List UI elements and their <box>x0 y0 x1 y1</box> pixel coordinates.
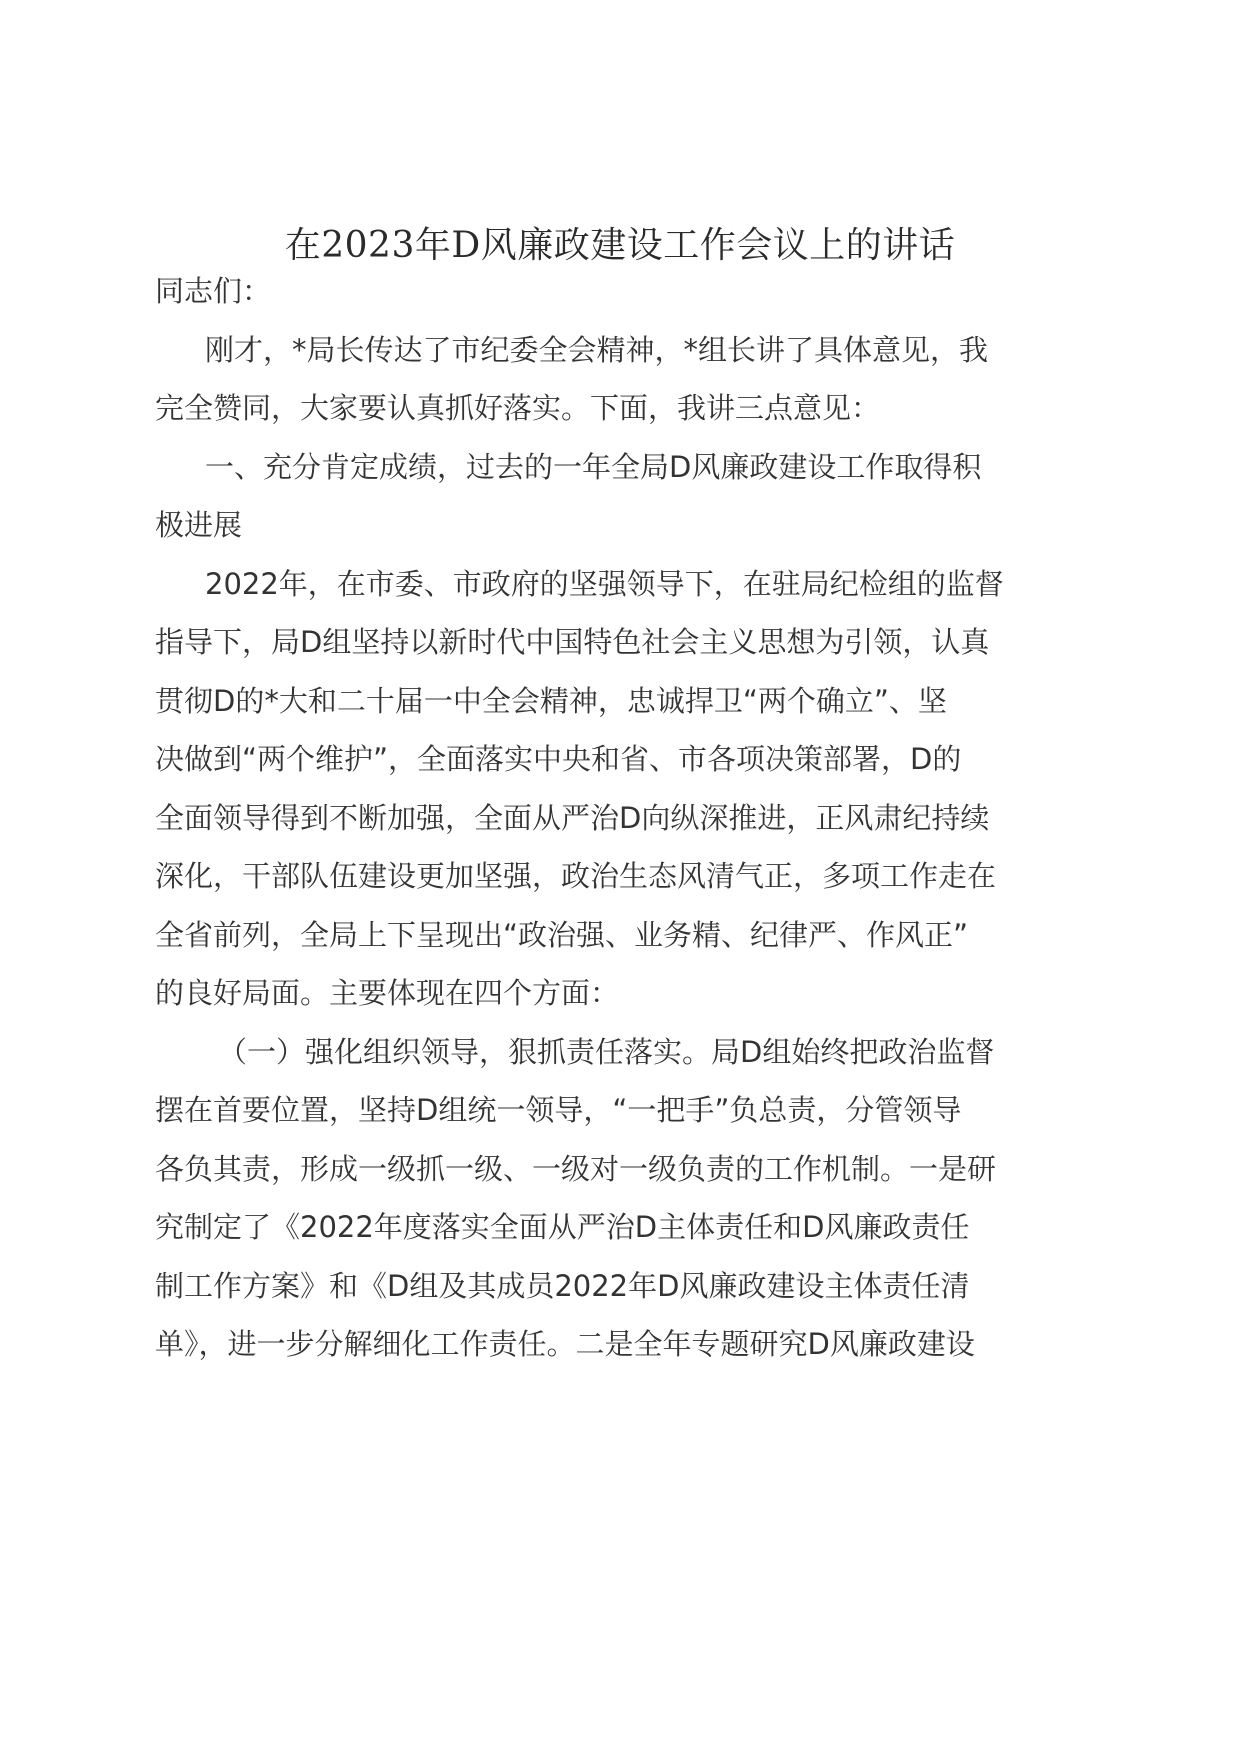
body-line: 指导下，局D组坚持以新时代中国特色社会主义思想为引领，认真 <box>155 625 990 659</box>
body-line: 各负其责，形成一级抓一级、一级对一级负责的工作机制。一是研 <box>155 1152 997 1186</box>
body-line: 全面领导得到不断加强，全面从严治D向纵深推进，正风肃纪持续 <box>155 801 990 835</box>
body-line: 的良好局面。主要体现在四个方面： <box>155 976 620 1010</box>
document-title: 在2023年D风廉政建设工作会议上的讲话 <box>284 225 956 266</box>
body-line: 制工作方案》和《D组及其成员2022年D风廉政建设主体责任清 <box>155 1269 970 1303</box>
body-line: 单》，进一步分解细化工作责任。二是全年专题研究D风廉政建设 <box>155 1327 975 1361</box>
salutation: 同志们： <box>155 274 272 308</box>
section-heading: 极进展 <box>155 508 243 542</box>
body-line: 贯彻D的*大和二十届一中全会精神，忠诚捍卫“两个确立”、坚 <box>155 684 947 718</box>
body-line: 刚才，*局长传达了市纪委全会精神，*组长讲了具体意见，我 <box>205 333 989 367</box>
body-line: 摆在首要位置，坚持D组统一领导，“一把手”负总责，分管领导 <box>155 1093 962 1127</box>
body-line: 决做到“两个维护”，全面落实中央和省、市各项决策部署，D的 <box>155 742 962 776</box>
body-line: 究制定了《2022年度落实全面从严治D主体责任和D风廉政责任 <box>155 1210 970 1244</box>
body-line: （一）强化组织领导，狠抓责任落实。局D组始终把政治监督 <box>218 1035 995 1069</box>
body-line: 深化，干部队伍建设更加坚强，政治生态风清气正，多项工作走在 <box>155 859 997 893</box>
body-line: 完全赞同，大家要认真抓好落实。下面，我讲三点意见： <box>155 391 881 425</box>
section-heading: 一、充分肯定成绩，过去的一年全局D风廉政建设工作取得积 <box>205 450 982 484</box>
body-line: 2022年，在市委、市政府的坚强领导下，在驻局纪检组的监督 <box>205 567 1004 601</box>
body-line: 全省前列，全局上下呈现出“政治强、业务精、纪律严、作风正” <box>155 918 969 952</box>
